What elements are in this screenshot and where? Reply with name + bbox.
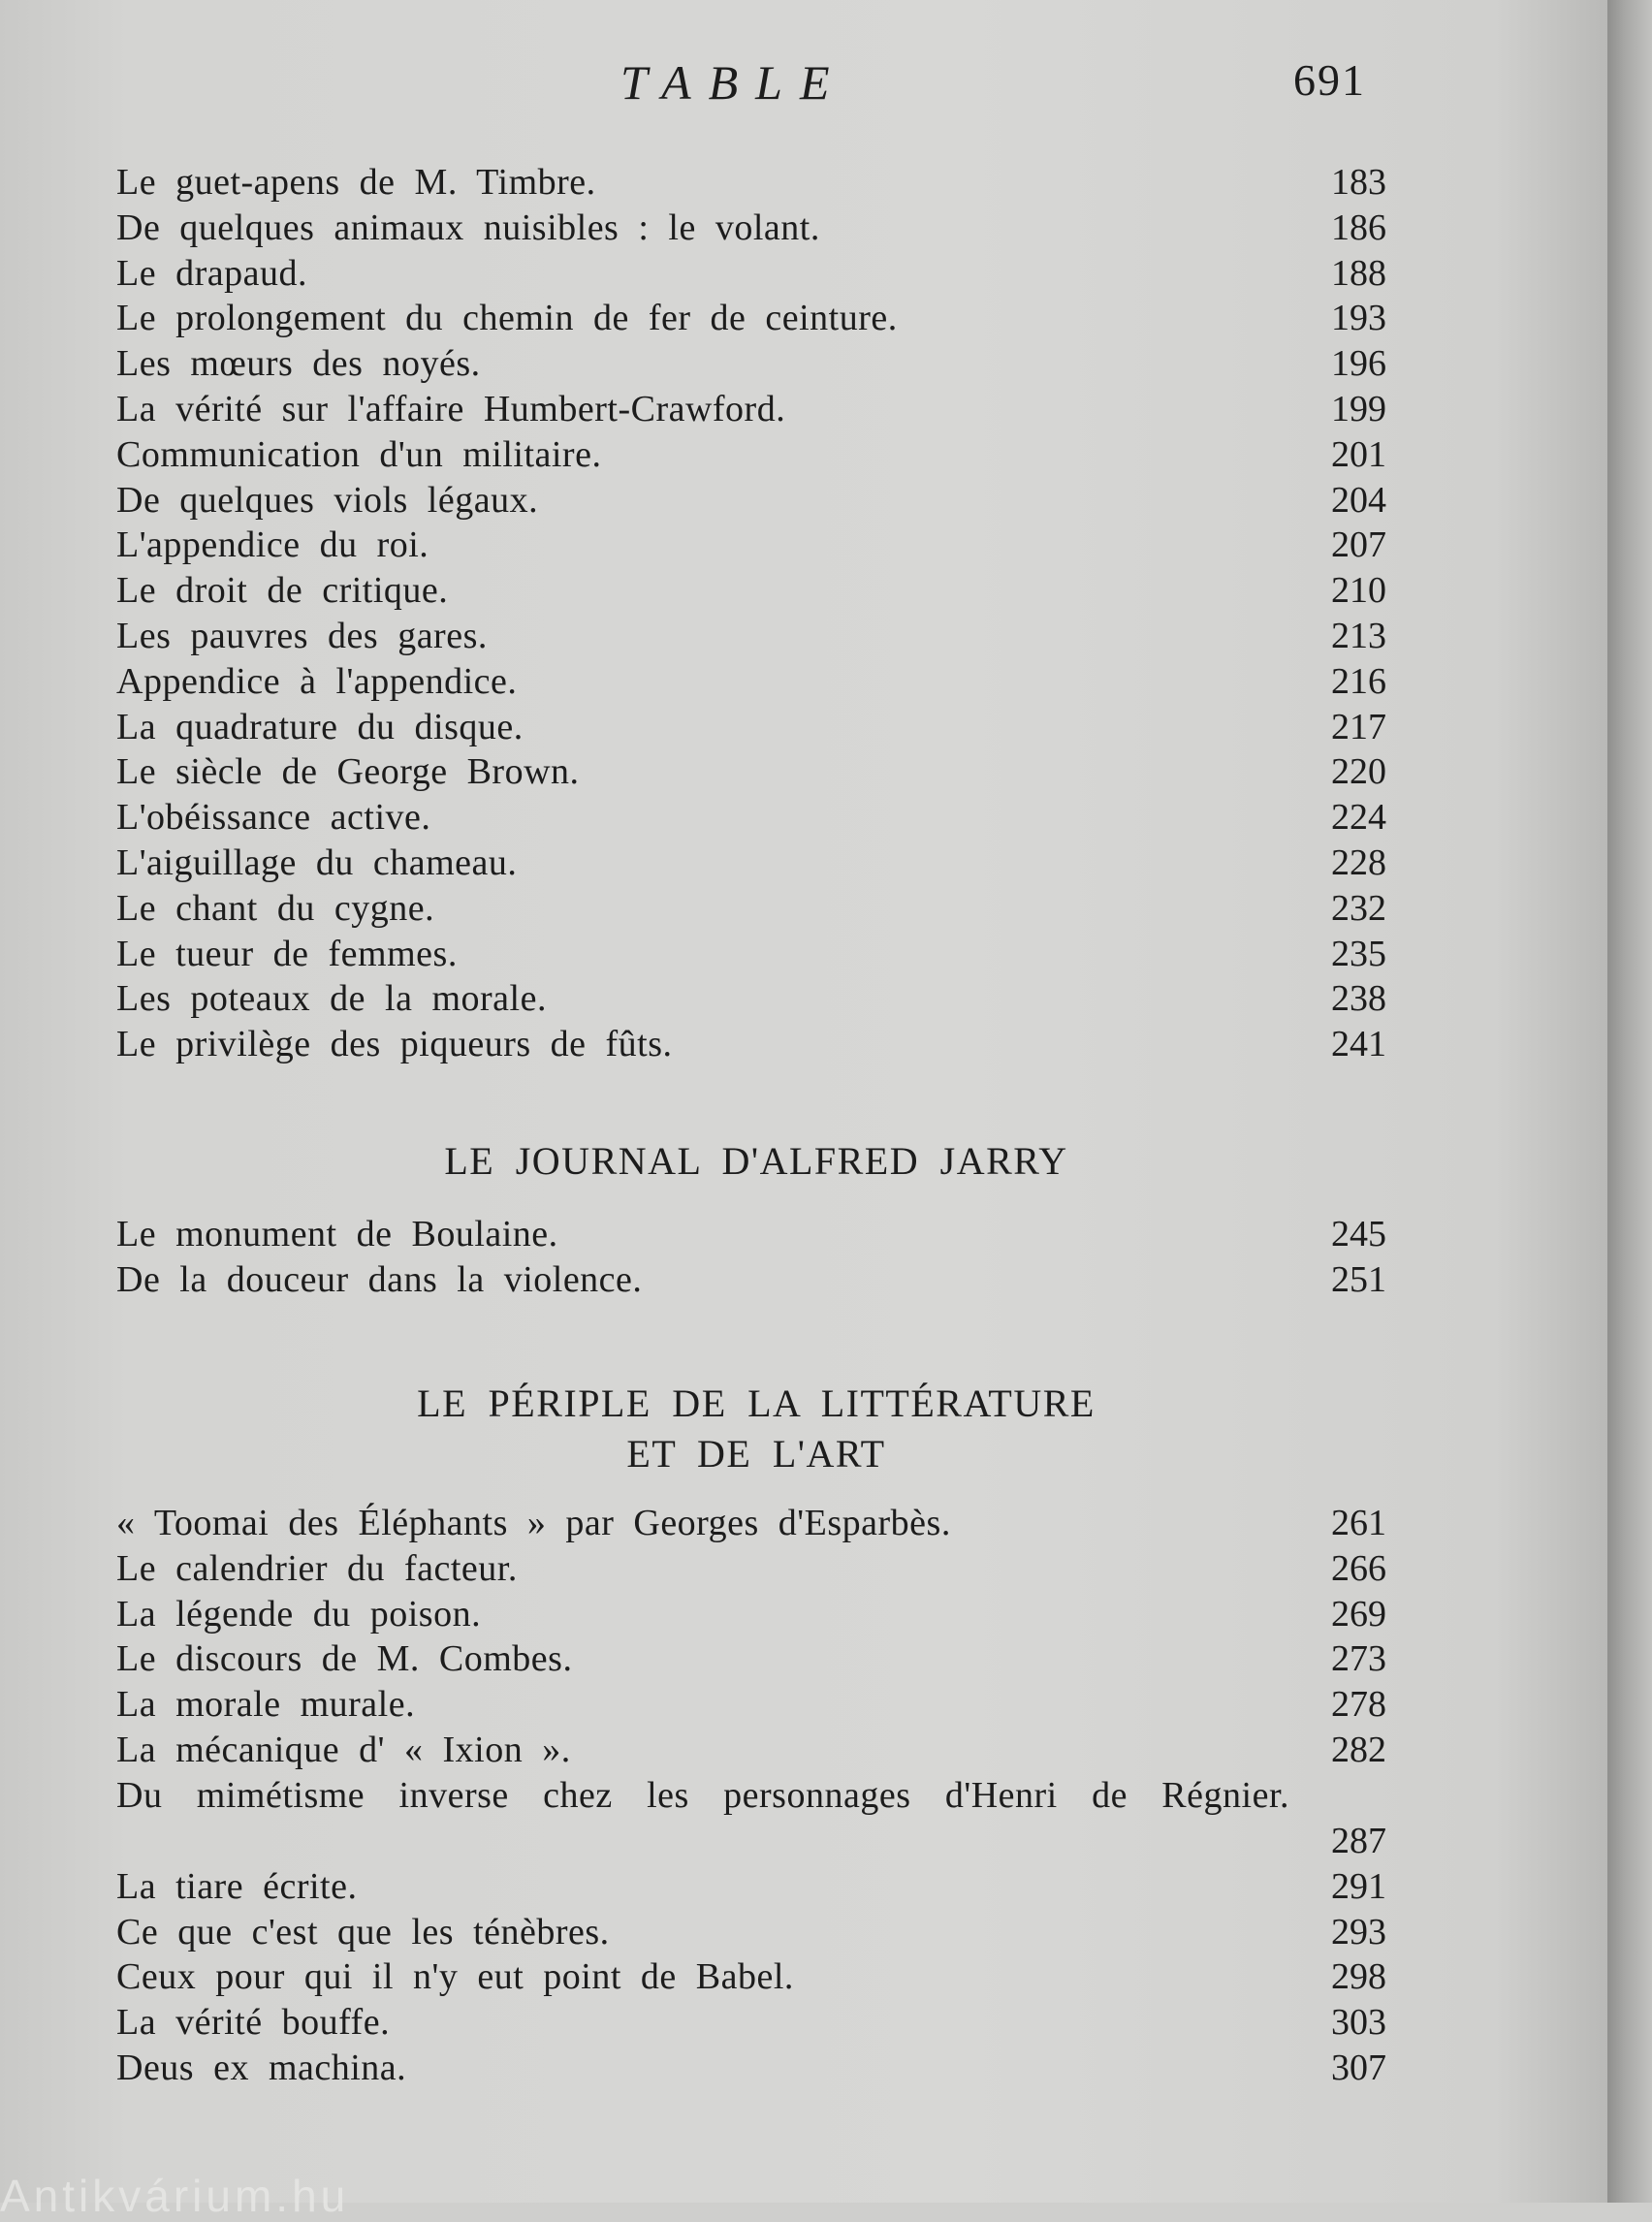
section-heading-journal: LE JOURNAL D'ALFRED JARRY xyxy=(444,1139,1068,1183)
toc-entry: La tiare écrite. 291 xyxy=(116,1865,1386,1907)
toc-entry: La morale murale. 278 xyxy=(116,1684,1386,1726)
toc-entry: De la douceur dans la violence. 251 xyxy=(116,1258,1386,1300)
toc-entry: Le chant du cygne. 232 xyxy=(116,887,1386,929)
toc-entry: Communication d'un militaire. 201 xyxy=(116,433,1386,475)
toc-entry: Ceux pour qui il n'y eut point de Babel. 298 xyxy=(116,1956,1386,1998)
toc-entry: L'obéissance active. 224 xyxy=(116,797,1386,839)
toc-entry: La quadrature du disque. 217 xyxy=(116,706,1386,747)
toc-entry: Les poteaux de la morale. 238 xyxy=(116,978,1386,1020)
book-gutter xyxy=(1607,0,1652,2203)
toc-entry: Du mimétisme inverse chez les personnages d'Henri de Régnier. 287 xyxy=(116,1774,1386,1861)
toc-entry: Les mœurs des noyés. 196 xyxy=(116,343,1386,385)
running-head-title: TABLE xyxy=(620,55,847,110)
section-heading-periple-line1: LE PÉRIPLE DE LA LITTÉRATURE xyxy=(417,1381,1096,1425)
toc-entry: La vérité sur l'affaire Humbert-Crawford. 199 xyxy=(116,388,1386,429)
toc-section-2 xyxy=(116,1212,1386,1303)
toc-entry: Les pauvres des gares. 213 xyxy=(116,615,1386,656)
toc-entry: Le drapaud. 188 xyxy=(116,252,1386,294)
toc-entry: De quelques animaux nuisibles : le volant. 186 xyxy=(116,206,1386,248)
toc-entry: « Toomai des Éléphants » par Georges d'Esparbès. 261 xyxy=(116,1503,1386,1543)
toc-entry: Le discours de M. Combes. 273 xyxy=(116,1638,1386,1680)
toc-entry: Le tueur de femmes. 235 xyxy=(116,933,1386,974)
toc-entry: Deus ex machina. 307 xyxy=(116,2047,1386,2088)
toc-entry: La mécanique d' « Ixion ». 282 xyxy=(116,1729,1386,1770)
toc-section-3 xyxy=(116,1501,1386,2091)
toc-entry: Le prolongement du chemin de fer de ceinture. 193 xyxy=(116,298,1386,339)
toc-entry: Le siècle de George Brown. 220 xyxy=(116,751,1386,793)
toc-entry: Le privilège des piqueurs de fûts. 241 xyxy=(116,1024,1386,1065)
toc-entry: L'appendice du roi. 207 xyxy=(116,524,1386,566)
toc-entry: Le calendrier du facteur. 266 xyxy=(116,1547,1386,1589)
toc-entry: La légende du poison. 269 xyxy=(116,1593,1386,1635)
toc-entry: Ce que c'est que les ténèbres. 293 xyxy=(116,1911,1386,1952)
toc-entry: La vérité bouffe. 303 xyxy=(116,2002,1386,2044)
toc-entry: L'aiguillage du chameau. 228 xyxy=(116,841,1386,883)
toc-entry: De quelques viols légaux. 204 xyxy=(116,479,1386,521)
toc-section-1 xyxy=(116,160,1386,1067)
running-head xyxy=(0,54,1607,112)
toc-entry: Le monument de Boulaine. 245 xyxy=(116,1214,1386,1254)
toc-entry: Le guet-apens de M. Timbre. 183 xyxy=(116,162,1386,203)
toc-entry: Appendice à l'appendice. 216 xyxy=(116,660,1386,702)
section-heading-periple-line2: ET DE L'ART xyxy=(626,1432,886,1476)
watermark: Antikvárium.hu xyxy=(0,2171,350,2221)
toc-entry: Le droit de critique. 210 xyxy=(116,570,1386,612)
page-number: 691 xyxy=(1293,55,1366,105)
